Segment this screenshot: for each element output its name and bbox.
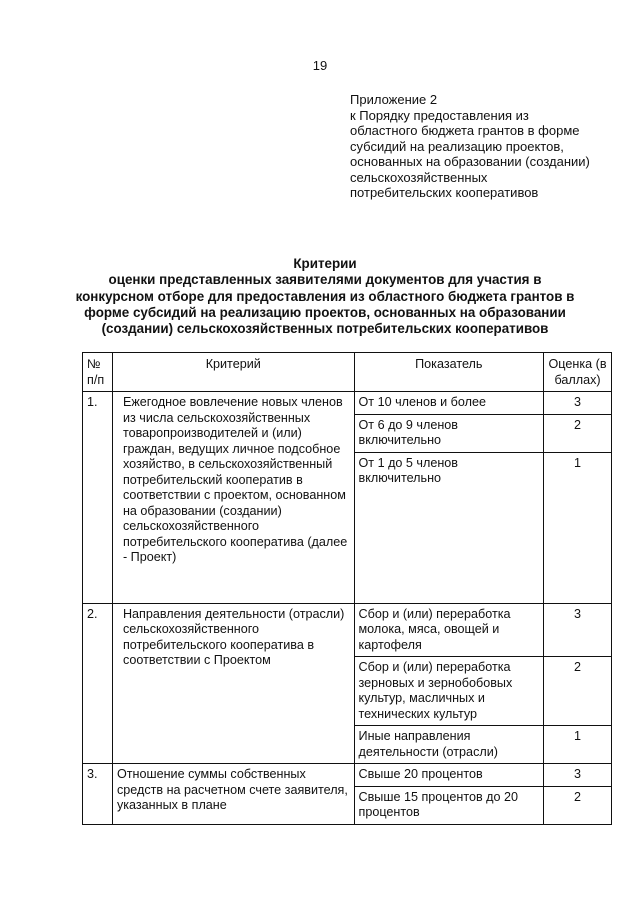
criterion-cell: Ежегодное вовлечение новых членов из числа сельскохозяйственных товаропроизводителей и (или) граждан, ведущих личное подсобное хозяйство, в сельскохозяйственный потребительский кооператив в соответствии с проектом, основанном на образовании (создании) сельскохозяйственного потребительского кооператива (далее - Проект) [112, 392, 354, 604]
heading-title: Критерии [293, 256, 357, 271]
page-number: 19 [312, 58, 328, 73]
table-header-row [83, 353, 612, 392]
heading-line: конкурсном отборе для предоставления из областного бюджета грантов в [75, 288, 575, 304]
appendix-line: к Порядку предоставления из [350, 107, 529, 123]
table-row [83, 603, 612, 657]
indicator-cell: От 6 до 9 членов включительно [354, 414, 544, 452]
indicator-cell: Сбор и (или) переработка зерновых и зернобобовых культур, масличных и технических культур [354, 657, 544, 726]
appendix-line: сельскохозяйственных [350, 169, 488, 185]
score-cell: 3 [544, 392, 612, 415]
indicator-cell: Иные направления деятельности (отрасли) [354, 726, 544, 764]
row-number: 3. [83, 764, 113, 825]
score-cell: 3 [544, 764, 612, 787]
document-heading [60, 256, 590, 337]
indicator-cell: Свыше 20 процентов [354, 764, 544, 787]
header-num: № п/п [83, 353, 113, 392]
indicator-cell: От 10 членов и более [354, 392, 544, 415]
header-criterion: Критерий [112, 353, 354, 392]
criteria-table [82, 352, 612, 825]
appendix-line: областного бюджета грантов в форме [350, 123, 580, 138]
score-cell: 3 [544, 603, 612, 657]
score-cell: 2 [544, 414, 612, 452]
heading-line: оценки представленных заявителями документов для участия в [108, 272, 542, 288]
score-cell: 2 [544, 786, 612, 824]
appendix-block [350, 92, 625, 201]
appendix-line: субсидий на реализацию проектов, [350, 138, 564, 154]
indicator-cell: От 1 до 5 членов включительно [354, 452, 544, 603]
table-row [83, 392, 612, 415]
score-cell: 1 [544, 726, 612, 764]
appendix-line: потребительских кооперативов [350, 185, 539, 200]
criterion-cell: Отношение суммы собственных средств на расчетном счете заявителя, указанных в плане [112, 764, 354, 825]
heading-line: (создании) сельскохозяйственных потребительских кооперативов [101, 321, 549, 337]
criterion-cell: Направления деятельности (отрасли) сельскохозяйственного потребительского кооператива в соответствии с Проектом [112, 603, 354, 764]
table-row [83, 764, 612, 787]
score-cell: 1 [544, 452, 612, 603]
heading-line: форме субсидий на реализацию проектов, основанных на образовании [84, 304, 566, 320]
header-score: Оценка (в баллах) [544, 353, 612, 392]
row-number: 2. [83, 603, 113, 764]
indicator-cell: Сбор и (или) переработка молока, мяса, овощей и картофеля [354, 603, 544, 657]
row-number: 1. [83, 392, 113, 604]
header-indicator: Показатель [354, 353, 544, 392]
appendix-line: основанных на образовании (создании) [350, 154, 590, 169]
appendix-line: Приложение 2 [350, 92, 438, 107]
score-cell: 2 [544, 657, 612, 726]
indicator-cell: Свыше 15 процентов до 20 процентов [354, 786, 544, 824]
